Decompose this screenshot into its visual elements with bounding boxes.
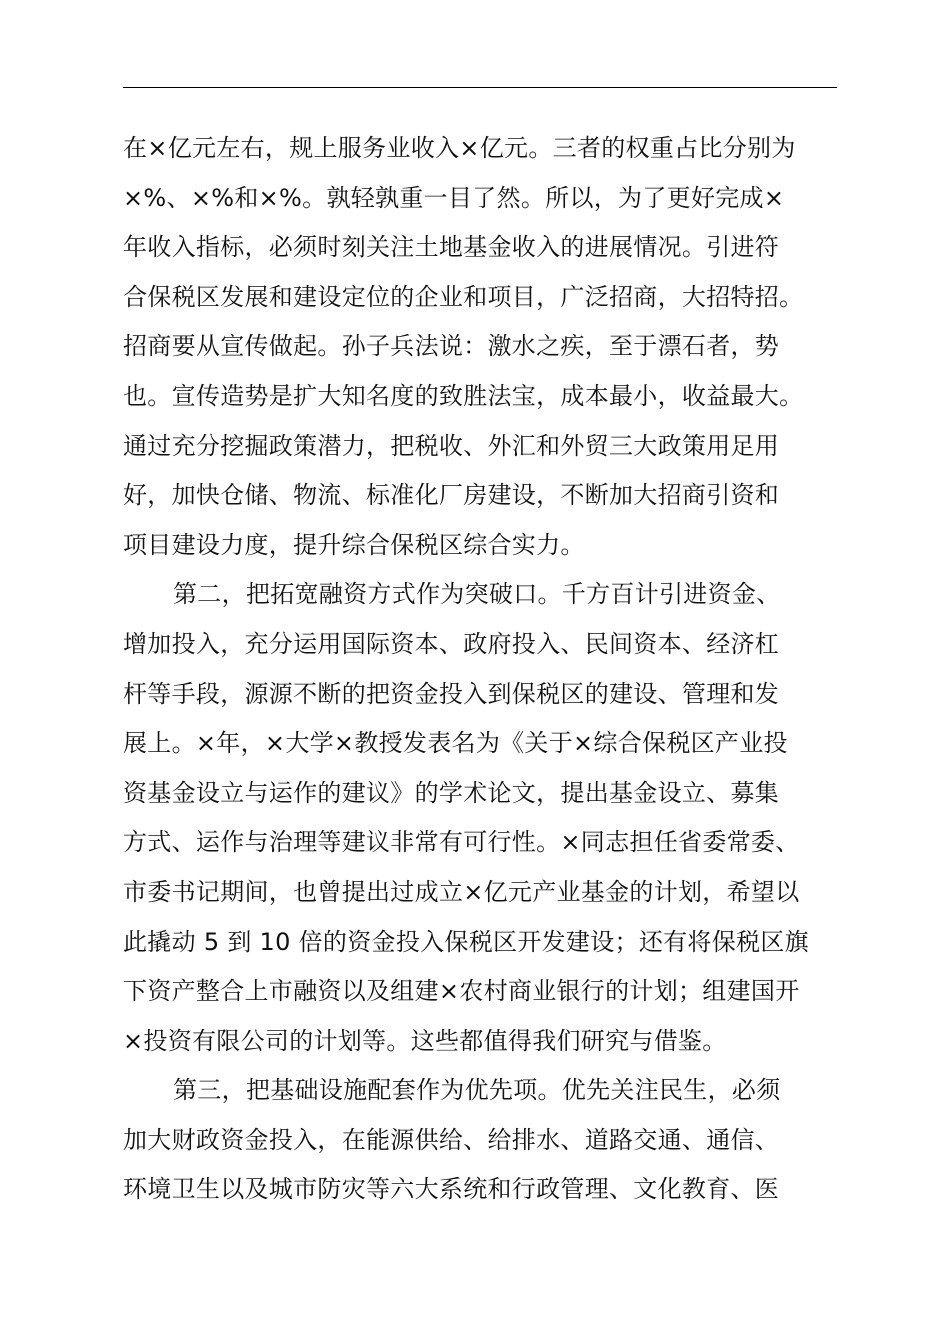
text-line-22: 环境卫生以及城市防灾等六大系统和行政管理、文化教育、医 — [123, 1175, 780, 1204]
text-line-7: 通过充分挖掘政策潜力，把税收、外汇和外贸三大政策用足用 — [123, 431, 780, 460]
text-line-1: 在×亿元左右，规上服务业收入×亿元。三者的权重占比分别为 — [123, 134, 796, 162]
text-line-2: ×%、×%和×%。孰轻孰重一目了然。所以，为了更好完成× — [123, 183, 785, 212]
text-line-5: 招商要从宣传做起。孙子兵法说：激水之疾，至于漂石者，势 — [123, 332, 780, 361]
paragraph-third-start: 第三，把基础设施配套作为优先项。优先关注民生，必须 — [173, 1076, 781, 1105]
paragraph-second-start: 第二，把拓宽融资方式作为突破口。千方百计引进资金、 — [173, 580, 781, 609]
document-body — [123, 124, 839, 1215]
text-line-11: 增加投入，充分运用国际资本、政府投入、民间资本、经济杠 — [123, 629, 780, 658]
text-line-15: 方式、运作与治理等建议非常有可行性。×同志担任省委常委、 — [123, 828, 800, 857]
text-line-13: 展上。×年，×大学×教授发表名为《关于×综合保税区产业投 — [123, 729, 788, 758]
text-line-21: 加大财政资金投入，在能源供给、给排水、道路交通、通信、 — [123, 1125, 780, 1154]
text-line-14: 资基金设立与运作的建议》的学术论文，提出基金设立、募集 — [123, 778, 780, 807]
text-line-18: 下资产整合上市融资以及组建×农村商业银行的计划；组建国开 — [123, 977, 800, 1006]
text-line-17: 此撬动 5 到 10 倍的资金投入保税区开发建设；还有将保税区旗 — [123, 927, 809, 956]
header-rule — [123, 87, 837, 88]
text-line-8: 好，加快仓储、物流、标准化厂房建设，不断加大招商引资和 — [123, 481, 780, 510]
text-line-9: 项目建设力度，提升综合保税区综合实力。 — [123, 530, 585, 559]
text-line-19: ×投资有限公司的计划等。这些都值得我们研究与借鉴。 — [123, 1026, 727, 1055]
text-line-4: 合保税区发展和建设定位的企业和项目，广泛招商，大招特招。 — [123, 282, 804, 311]
text-line-6: 也。宣传造势是扩大知名度的致胜法宝，成本最小，收益最大。 — [123, 381, 804, 410]
text-line-12: 杆等手段，源源不断的把资金投入到保税区的建设、管理和发 — [123, 679, 780, 708]
text-line-3: 年收入指标，必须时刻关注土地基金收入的进展情况。引进符 — [123, 233, 780, 262]
text-line-16: 市委书记期间，也曾提出过成立×亿元产业基金的计划，希望以 — [123, 877, 800, 906]
